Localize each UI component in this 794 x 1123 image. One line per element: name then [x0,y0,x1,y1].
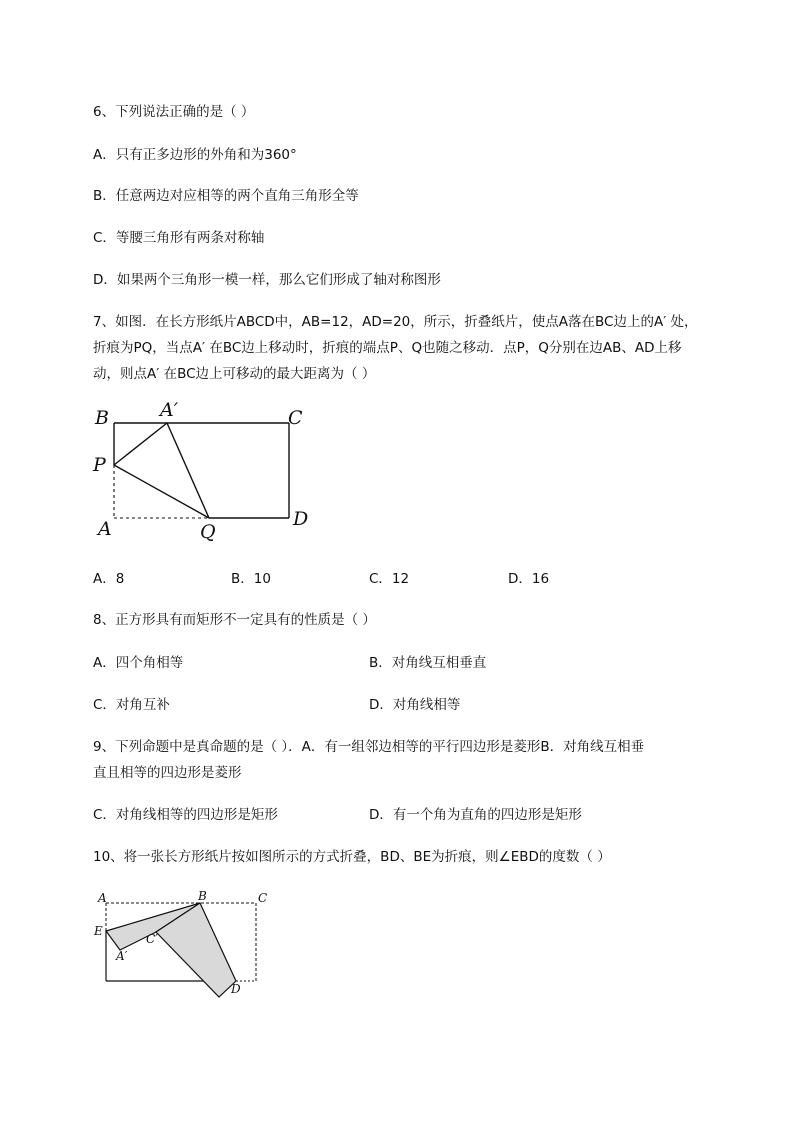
q8-option-d: D．对角线相等 [369,697,461,713]
q10-stem: 10、将一张长方形纸片按如图所示的方式折叠，BD、BE为折痕，则∠EBD的度数（ ） [93,849,611,865]
q8-stem: 8、正方形具有而矩形不一定具有的性质是（ ） [93,612,376,628]
q6-option-c: C．等腰三角形有两条对称轴 [93,230,265,246]
q9-stem-line-1: 9、下列命题中是真命题的是（ ）．A．有一组邻边相等的平行四边形是菱形B．对角线互相垂 [93,739,645,755]
q6-option-d: D．如果两个三角形一模一样，那么它们形成了轴对称图形 [93,272,441,288]
q9-option-c: C．对角线相等的四边形是矩形 [93,807,278,823]
q7-label-b: B [95,407,109,429]
q8-option-c: C．对角互补 [93,697,170,713]
q6-option-a: A．只有正多边形的外角和为360° [93,147,297,163]
q7-stem-line-3: 动，则点A′ 在BC边上可移动的最大距离为（ ） [93,366,376,382]
q7-segment-a-prime-q [167,423,209,518]
q7-segment-pa-prime [114,423,167,465]
q6-option-b: B．任意两边对应相等的两个直角三角形全等 [93,188,359,204]
q7-label-d: D [293,508,309,530]
q10-label-c: C [258,891,268,905]
q10-label-e: E [94,924,103,938]
q7-option-d: D．16 [508,571,550,587]
q7-label-q: Q [200,521,216,543]
q10-label-b: B [198,889,207,903]
q7-label-a: A [98,518,112,540]
q7-option-b: B．10 [231,571,271,587]
q10-label-d: D [231,982,241,996]
q7-option-c: C．12 [369,571,410,587]
q10-label-c-prime: C′ [146,932,158,946]
q7-stem-line-2: 折痕为PQ，当点A′ 在BC边上移动时，折痕的端点P、Q也随之移动．点P，Q分别在边AB、AD上移 [93,340,682,356]
q10-label-a-prime: A′ [116,949,128,963]
q8-option-a: A．四个角相等 [93,655,184,671]
q8-option-b: B．对角线互相垂直 [369,655,487,671]
q7-fold-line-pq [114,465,209,518]
q7-label-p: P [93,454,106,476]
q10-figure [88,886,278,1001]
q7-stem-line-1: 7、如图．在长方形纸片ABCD中，AB=12，AD=20，所示，折叠纸片，使点A落在BC边上的A′ 处， [93,314,698,330]
q9-stem-line-2: 直且相等的四边形是菱形 [93,765,242,781]
q7-option-a: A．8 [93,571,125,587]
q10-label-a: A [98,891,107,905]
q7-label-c: C [288,407,303,429]
q7-label-a-prime: A′ [160,399,179,421]
q7-figure [85,398,325,548]
q6-stem: 6、下列说法正确的是（ ） [93,104,255,120]
q9-option-d: D．有一个角为直角的四边形是矩形 [369,807,582,823]
